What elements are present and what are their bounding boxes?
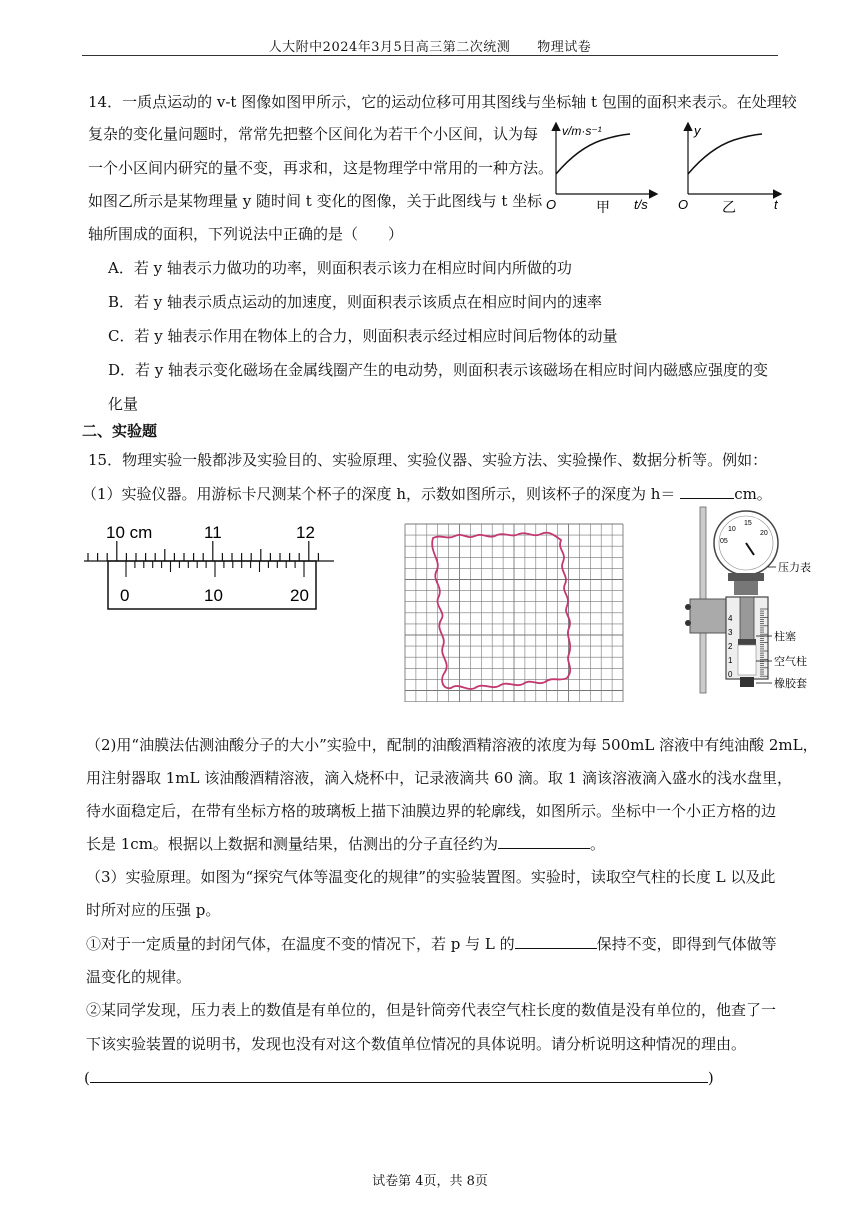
q14-option-d-cont: 化量 <box>108 395 139 413</box>
q14-option-b: B．若 y 轴表示质点运动的加速度，则面积表示该质点在相应时间内的速率 <box>108 293 603 311</box>
caliper-main-ticks <box>88 541 318 561</box>
scale-num-2: 2 <box>728 642 733 651</box>
q15-answer-blank[interactable] <box>90 1068 708 1083</box>
clamp <box>690 599 726 633</box>
caliper-vernier-label-0: 0 <box>120 586 130 605</box>
gauge-label-10: 10 <box>728 526 736 533</box>
caliper-main-label-12: 12 <box>296 523 315 542</box>
q14-option-a: A．若 y 轴表示力做功的功率，则面积表示该力在相应时间内所做的功 <box>108 259 572 277</box>
section-title: 二、实验题 <box>82 423 158 440</box>
plunger-top <box>734 581 758 595</box>
scale-num-4: 4 <box>728 614 733 623</box>
label-plunger: 柱塞 <box>774 631 796 643</box>
label-pressure-gauge: 压力表 <box>778 562 811 574</box>
q15-sub1-blank[interactable] <box>515 934 597 949</box>
graph-jia <box>538 118 663 222</box>
graph-yi-origin: O <box>678 197 689 212</box>
caliper-main-label-11: 11 <box>204 523 222 542</box>
caliper-vernier-ticks <box>126 561 304 577</box>
q14-line3: 一个小区间内研究的量不变，再求和，这是物理学中常用的一种方法。 <box>88 159 554 177</box>
q15-part3-line2: 时所对应的压强 p。 <box>86 901 221 919</box>
air-column <box>738 645 756 675</box>
q15-part2-blank[interactable] <box>498 834 590 849</box>
graph-yi <box>676 118 786 222</box>
q15-part2-line2: 用注射器取 1mL 该油酸酒精溶液，滴入烧杯中，记录液滴共 60 滴。取 1 滴该溶液滴入盛水的浅水盘里， <box>86 769 792 787</box>
q14-line1: 14．一质点运动的 v-t 图像如图甲所示，它的运动位移可用其图线与坐标轴 t 包围的面积来表示。在处理较 <box>88 93 797 111</box>
gauge-label-20: 20 <box>760 530 768 537</box>
q15-intro: 15．物理实验一般都涉及实验目的、实验原理、实验仪器、实验方法、实验操作、数据分析等。例如： <box>88 451 768 469</box>
header-rule <box>82 55 778 56</box>
caliper-vernier-label-20: 20 <box>290 586 309 605</box>
plunger <box>740 597 754 641</box>
page-header: 人大附中2024年3月5日高三第二次统测 物理试卷 <box>268 40 592 55</box>
q15-part1-unit: cm。 <box>734 485 772 503</box>
gauge-connector <box>728 573 764 581</box>
gauge-label-05: 05 <box>720 538 728 545</box>
q15-part2-end: 。 <box>589 835 605 853</box>
q15-sub1-text2: 保持不变，即得到气体做等 <box>596 935 777 953</box>
gas-apparatus <box>676 505 816 695</box>
gauge-label-15: 15 <box>744 520 752 527</box>
graph-jia-ylabel: v/m·s⁻¹ <box>562 124 602 138</box>
q15-part2-line3: 待水面稳定后，在带有坐标方格的玻璃板上描下油膜边界的轮廓线，如图所示。坐标中一个小正方格的边 <box>86 802 777 820</box>
label-air-column: 空气柱 <box>774 656 807 668</box>
q15-part1 <box>82 484 772 504</box>
oil-film-outline <box>432 533 570 689</box>
piston-seal <box>738 639 756 645</box>
graph-yi-xlabel: t <box>774 197 778 212</box>
q15-sub1-line2: 温变化的规律。 <box>86 968 192 986</box>
q14-line4: 如图乙所示是某物理量 y 随时间 t 变化的图像，关于此图线与 t 坐标 <box>88 192 543 210</box>
scale-num-3: 3 <box>728 628 733 637</box>
q14-option-c: C．若 y 轴表示作用在物体上的合力，则面积表示经过相应时间后物体的动量 <box>108 327 618 345</box>
graph-jia-origin: O <box>546 197 557 212</box>
q14-option-d: D．若 y 轴表示变化磁场在金属线圈产生的电动势，则面积表示该磁场在相应时间内磁感应强度的变 <box>108 361 769 379</box>
caliper-main-label-10: 10 cm <box>106 523 153 542</box>
grid-lines <box>405 524 623 702</box>
rubber-cap <box>740 677 754 687</box>
q14-line2: 复杂的变化量问题时，常常先把整个区间化为若干个小区间，认为每 <box>88 125 539 143</box>
q15-sub2-line1: ②某同学发现，压力表上的数值是有单位的，但是针筒旁代表空气柱长度的数值是没有单位的，他查了一 <box>86 1001 777 1019</box>
q15-part1-blank[interactable] <box>680 484 734 499</box>
graph-jia-caption: 甲 <box>596 199 610 215</box>
scale-num-0: 0 <box>728 670 733 679</box>
caliper-vernier-label-10: 10 <box>204 586 223 605</box>
scale-num-1: 1 <box>728 656 733 665</box>
graph-yi-curve <box>688 134 762 174</box>
q15-part2-line4 <box>86 834 605 854</box>
vernier-caliper <box>84 518 334 618</box>
graph-jia-curve <box>556 134 630 174</box>
q15-sub2-line2: 下该实验装置的说明书，发现也没有对这个数值单位情况的具体说明。请分析说明这种情况的理由。 <box>86 1035 747 1053</box>
q15-part2-text: 长是 1cm。根据以上数据和测量结果，估测出的分子直径约为 <box>86 835 498 853</box>
label-rubber-cap: 橡胶套 <box>774 678 807 690</box>
q15-part3-line1: （3）实验原理。如图为“探究气体等温变化的规律”的实验装置图。实验时，读取空气柱的长度 L 以及此 <box>86 868 776 886</box>
q14-line5: 轴所围成的面积，下列说法中正确的是（ ） <box>88 225 404 243</box>
q15-sub1-text: ①对于一定质量的封闭气体，在温度不变的情况下，若 p 与 L 的 <box>86 935 515 953</box>
q15-part2-line1: （2)用“油膜法估测油酸分子的大小”实验中，配制的油酸酒精溶液的浓度为每 500mL 溶液中有纯油酸 2mL， <box>86 736 818 754</box>
q15-part1-text: （1）实验仪器。用游标卡尺测某个杯子的深度 h，示数如图所示，则该杯子的深度为 h＝ <box>82 485 676 503</box>
graph-yi-ylabel: y <box>694 123 701 138</box>
q15-sub1-line1 <box>86 934 777 954</box>
oil-film-grid <box>403 522 625 704</box>
graph-jia-xlabel: t/s <box>634 197 648 212</box>
q15-answer-line <box>84 1068 714 1088</box>
answer-close-paren: ) <box>707 1069 714 1087</box>
answer-open-paren: ( <box>84 1069 90 1087</box>
graph-yi-caption: 乙 <box>722 199 736 215</box>
page-footer: 试卷第 4页，共 8页 <box>372 1174 488 1189</box>
